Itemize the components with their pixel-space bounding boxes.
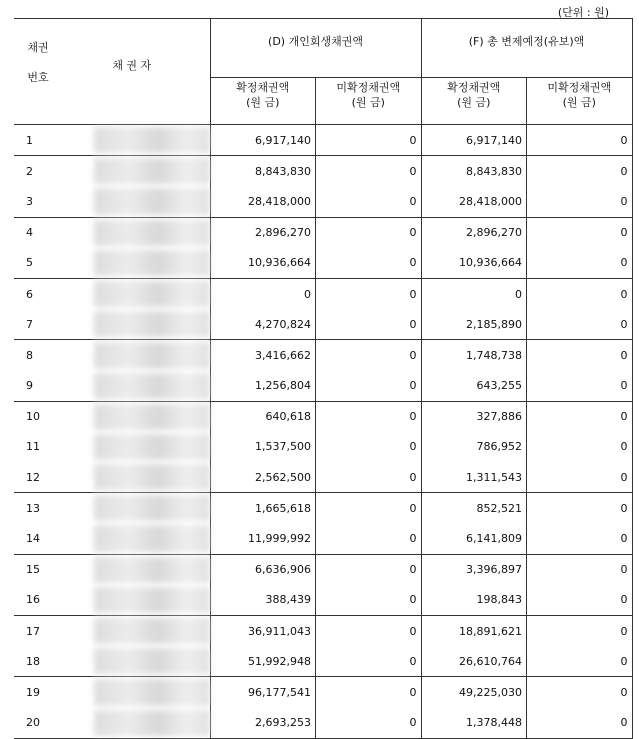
d-unconfirmed-amount: 0 xyxy=(316,401,422,432)
d-confirmed-amount: 388,439 xyxy=(210,585,316,616)
f-confirmed-amount: 1,311,543 xyxy=(421,462,527,493)
creditor-name-redacted xyxy=(54,309,210,340)
creditor-no: 19 xyxy=(14,677,54,708)
table-row xyxy=(14,340,632,371)
redaction-blur xyxy=(94,525,210,551)
table-row xyxy=(14,646,632,677)
redaction-blur xyxy=(94,464,210,490)
redaction-blur xyxy=(94,127,210,153)
f-confirmed-amount: 643,255 xyxy=(421,371,527,402)
header-group-f: (F) 총 변제예정(유보)액 xyxy=(421,19,632,78)
f-unconfirmed-amount: 0 xyxy=(527,432,633,462)
creditor-no: 11 xyxy=(26,440,40,454)
redaction-blur xyxy=(94,311,210,337)
table-row xyxy=(14,493,632,524)
creditor-name-redacted xyxy=(54,523,210,554)
creditor-name-redacted xyxy=(54,156,210,187)
creditor-no: 16 xyxy=(26,593,40,607)
creditor-name-redacted xyxy=(54,677,210,708)
header-no-line1: 채권 xyxy=(27,41,49,54)
d-unconfirmed-amount: 0 xyxy=(316,677,422,708)
header-group-d: (D) 개인회생채권액 xyxy=(210,19,421,78)
f-unconfirmed-amount: 0 xyxy=(527,156,633,187)
d-unconfirmed-amount: 0 xyxy=(316,554,422,585)
f-unconfirmed-amount: 0 xyxy=(527,523,633,554)
creditor-name-redacted xyxy=(54,186,210,217)
f-unconfirmed-amount: 0 xyxy=(527,554,633,585)
redaction-blur xyxy=(94,587,210,613)
d-confirmed-amount: 36,911,043 xyxy=(210,616,316,647)
unit-label: (단위 : 원) xyxy=(557,6,609,19)
d-unconfirmed-amount: 0 xyxy=(316,493,422,524)
f-unconfirmed-amount: 0 xyxy=(527,585,633,616)
d-confirmed-amount: 2,693,253 xyxy=(210,708,316,739)
creditor-no: 2 xyxy=(14,156,54,187)
redaction-blur xyxy=(94,373,210,399)
f-unconfirmed-amount: 0 xyxy=(527,677,633,708)
d-confirmed-amount: 96,177,541 xyxy=(210,677,316,708)
d-unconfirmed-amount: 0 xyxy=(316,523,422,554)
d-confirmed-amount: 6,917,140 xyxy=(210,125,316,156)
header-d-confirmed xyxy=(210,78,316,125)
sub-label: 미확정채권액 xyxy=(336,81,401,94)
f-unconfirmed-amount: 0 xyxy=(527,462,633,493)
creditor-no: 1 xyxy=(26,133,33,147)
d-confirmed-amount: 1,256,804 xyxy=(210,371,316,402)
creditor-no: 3 xyxy=(26,194,33,208)
creditor-name-redacted xyxy=(54,616,210,647)
d-confirmed-amount: 6,636,906 xyxy=(210,554,316,585)
f-confirmed-amount: 786,952 xyxy=(421,432,527,462)
d-confirmed-amount: 640,618 xyxy=(210,401,316,432)
table-row xyxy=(14,309,632,340)
f-unconfirmed-amount: 0 xyxy=(527,186,633,217)
f-confirmed-amount: 0 xyxy=(421,278,527,309)
f-unconfirmed-amount: 0 xyxy=(527,217,633,248)
creditor-name-redacted xyxy=(54,278,210,309)
redaction-blur xyxy=(94,710,210,736)
f-confirmed-amount: 6,917,140 xyxy=(421,125,527,156)
d-unconfirmed-amount: 0 xyxy=(316,248,422,279)
creditor-no: 20 xyxy=(14,708,54,739)
header-d-unconfirmed xyxy=(316,78,422,125)
creditor-table xyxy=(14,18,633,739)
f-confirmed-amount: 852,521 xyxy=(421,493,527,524)
d-unconfirmed-amount: 0 xyxy=(316,278,422,309)
f-confirmed-amount: 198,843 xyxy=(421,585,527,616)
creditor-no: 13 xyxy=(14,493,54,524)
redaction-blur xyxy=(94,404,210,430)
creditor-name-redacted xyxy=(54,708,210,739)
f-confirmed-amount: 1,378,448 xyxy=(421,708,527,739)
creditor-name-redacted xyxy=(54,340,210,371)
d-confirmed-amount: 8,843,830 xyxy=(210,156,316,187)
f-confirmed-amount: 26,610,764 xyxy=(421,646,527,677)
d-unconfirmed-amount: 0 xyxy=(316,340,422,371)
creditor-name-redacted xyxy=(54,217,210,248)
f-unconfirmed-amount: 0 xyxy=(527,125,633,156)
sub-label: 확정채권액 xyxy=(447,81,501,94)
redaction-blur xyxy=(94,158,210,184)
redaction-blur xyxy=(94,188,210,214)
f-confirmed-amount: 28,418,000 xyxy=(421,186,527,217)
sub-principal: (원 금) xyxy=(562,96,596,109)
d-unconfirmed-amount: 0 xyxy=(316,462,422,493)
creditor-no: 15 xyxy=(14,554,54,585)
d-confirmed-amount: 11,999,992 xyxy=(210,523,316,554)
table-row xyxy=(14,616,632,647)
creditor-no: 12 xyxy=(26,470,40,484)
f-confirmed-amount: 10,936,664 xyxy=(421,248,527,279)
d-unconfirmed-amount: 0 xyxy=(316,156,422,187)
f-confirmed-amount: 6,141,809 xyxy=(421,523,527,554)
redaction-blur xyxy=(94,434,210,460)
f-unconfirmed-amount: 0 xyxy=(527,708,633,739)
d-confirmed-amount: 10,936,664 xyxy=(210,248,316,279)
creditor-name-redacted xyxy=(54,462,210,493)
f-confirmed-amount: 2,896,270 xyxy=(421,217,527,248)
creditor-name-redacted xyxy=(54,401,210,432)
table-row xyxy=(14,125,632,156)
f-confirmed-amount: 3,396,897 xyxy=(421,554,527,585)
f-confirmed-amount: 18,891,621 xyxy=(421,616,527,647)
creditor-no: 7 xyxy=(26,317,33,331)
table-row xyxy=(14,217,632,248)
f-unconfirmed-amount: 0 xyxy=(527,616,633,647)
creditor-no: 4 xyxy=(14,217,54,248)
f-confirmed-amount: 2,185,890 xyxy=(421,309,527,340)
redaction-blur xyxy=(94,220,210,246)
d-unconfirmed-amount: 0 xyxy=(316,186,422,217)
creditor-name-redacted xyxy=(54,432,210,462)
sub-label: 확정채권액 xyxy=(236,81,290,94)
redaction-blur xyxy=(94,618,210,644)
redaction-blur xyxy=(94,679,210,705)
creditor-name-redacted xyxy=(54,248,210,279)
redaction-blur xyxy=(94,342,210,368)
f-confirmed-amount: 327,886 xyxy=(421,401,527,432)
creditor-no: 8 xyxy=(14,340,54,371)
table-row xyxy=(14,186,632,217)
table-row xyxy=(14,677,632,708)
header-f-unconfirmed xyxy=(527,78,633,125)
f-unconfirmed-amount: 0 xyxy=(527,309,633,340)
creditor-name-redacted xyxy=(54,585,210,616)
f-unconfirmed-amount: 0 xyxy=(527,401,633,432)
creditor-no: 17 xyxy=(14,616,54,647)
f-unconfirmed-amount: 0 xyxy=(527,248,633,279)
sub-principal: (원 금) xyxy=(246,96,280,109)
header-creditor-no xyxy=(14,19,54,125)
table-row xyxy=(14,156,632,187)
d-confirmed-amount: 3,416,662 xyxy=(210,340,316,371)
creditor-name-redacted xyxy=(54,493,210,524)
f-confirmed-amount: 1,748,738 xyxy=(421,340,527,371)
header-creditor: 채 권 자 xyxy=(54,19,210,125)
d-unconfirmed-amount: 0 xyxy=(316,616,422,647)
d-unconfirmed-amount: 0 xyxy=(316,708,422,739)
redaction-blur xyxy=(94,281,210,307)
redaction-blur xyxy=(94,557,210,583)
d-unconfirmed-amount: 0 xyxy=(316,125,422,156)
d-unconfirmed-amount: 0 xyxy=(316,585,422,616)
d-confirmed-amount: 0 xyxy=(210,278,316,309)
d-confirmed-amount: 2,562,500 xyxy=(210,462,316,493)
header-no-line2: 번호 xyxy=(27,71,49,84)
sub-principal: (원 금) xyxy=(351,96,385,109)
d-unconfirmed-amount: 0 xyxy=(316,432,422,462)
d-confirmed-amount: 1,665,618 xyxy=(210,493,316,524)
f-confirmed-amount: 8,843,830 xyxy=(421,156,527,187)
creditor-no: 10 xyxy=(14,401,54,432)
f-confirmed-amount: 49,225,030 xyxy=(421,677,527,708)
f-unconfirmed-amount: 0 xyxy=(527,493,633,524)
creditor-name-redacted xyxy=(54,371,210,402)
sub-principal: (원 금) xyxy=(457,96,491,109)
table-row xyxy=(14,554,632,585)
creditor-no: 6 xyxy=(14,278,54,309)
redaction-blur xyxy=(94,495,210,521)
table-row xyxy=(14,248,632,279)
creditor-name-redacted xyxy=(54,646,210,677)
sub-label: 미확정채권액 xyxy=(547,81,612,94)
table-row xyxy=(14,432,632,462)
creditor-no: 14 xyxy=(26,532,40,546)
d-unconfirmed-amount: 0 xyxy=(316,646,422,677)
creditor-name-redacted xyxy=(54,125,210,156)
header-f-confirmed xyxy=(421,78,527,125)
d-confirmed-amount: 4,270,824 xyxy=(210,309,316,340)
creditor-no: 18 xyxy=(26,654,40,668)
redaction-blur xyxy=(94,250,210,276)
d-confirmed-amount: 28,418,000 xyxy=(210,186,316,217)
table-row xyxy=(14,708,632,739)
table-row xyxy=(14,462,632,493)
d-unconfirmed-amount: 0 xyxy=(316,217,422,248)
table-row xyxy=(14,371,632,402)
d-confirmed-amount: 2,896,270 xyxy=(210,217,316,248)
table-row xyxy=(14,401,632,432)
f-unconfirmed-amount: 0 xyxy=(527,340,633,371)
redaction-blur xyxy=(94,648,210,674)
d-confirmed-amount: 51,992,948 xyxy=(210,646,316,677)
table-row xyxy=(14,585,632,616)
f-unconfirmed-amount: 0 xyxy=(527,278,633,309)
d-unconfirmed-amount: 0 xyxy=(316,371,422,402)
d-unconfirmed-amount: 0 xyxy=(316,309,422,340)
f-unconfirmed-amount: 0 xyxy=(527,646,633,677)
d-confirmed-amount: 1,537,500 xyxy=(210,432,316,462)
table-row xyxy=(14,523,632,554)
f-unconfirmed-amount: 0 xyxy=(527,371,633,402)
creditor-no: 5 xyxy=(26,256,33,270)
table-row xyxy=(14,278,632,309)
creditor-no: 9 xyxy=(26,379,33,393)
creditor-name-redacted xyxy=(54,554,210,585)
